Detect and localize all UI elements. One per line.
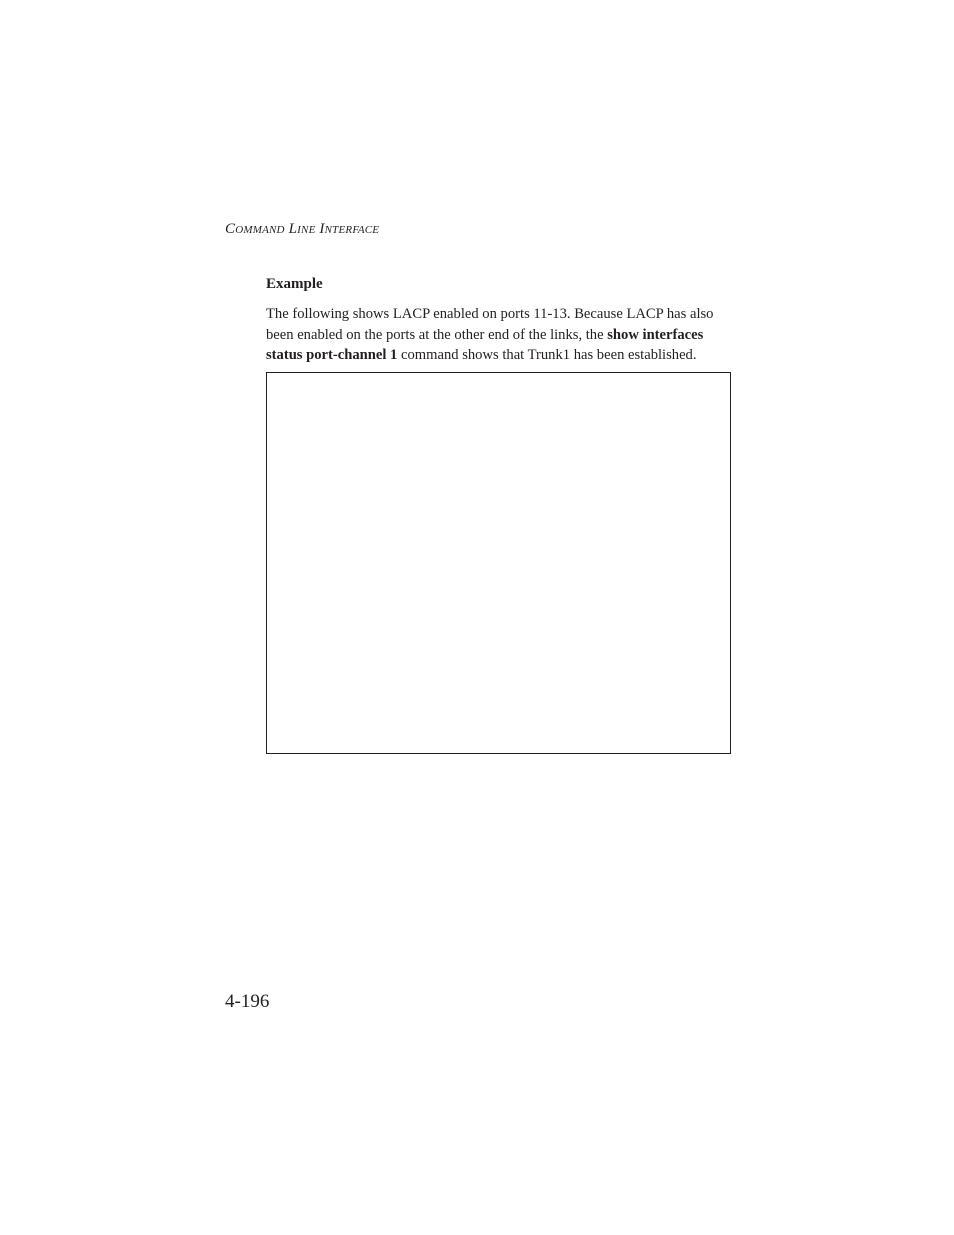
paragraph-line-3 bbox=[266, 345, 734, 366]
command-show-interfaces: show interfaces bbox=[607, 326, 704, 343]
example-output-box bbox=[266, 372, 731, 754]
paragraph-line-3-text: command shows that Trunk1 has been established. bbox=[397, 347, 697, 363]
paragraph-line-2 bbox=[266, 325, 734, 346]
command-status-port-channel: status port-channel 1 bbox=[266, 347, 398, 363]
page-number: 4-196 bbox=[225, 991, 270, 1012]
paragraph-line-2-text: been enabled on the ports at the other end of the links, the bbox=[266, 326, 608, 343]
section-heading: Example bbox=[266, 276, 323, 292]
running-header: Command Line Interface bbox=[225, 221, 380, 237]
intro-paragraph bbox=[266, 304, 734, 366]
paragraph-line-1: The following shows LACP enabled on ports 11-13. Because LACP has also bbox=[266, 306, 714, 322]
